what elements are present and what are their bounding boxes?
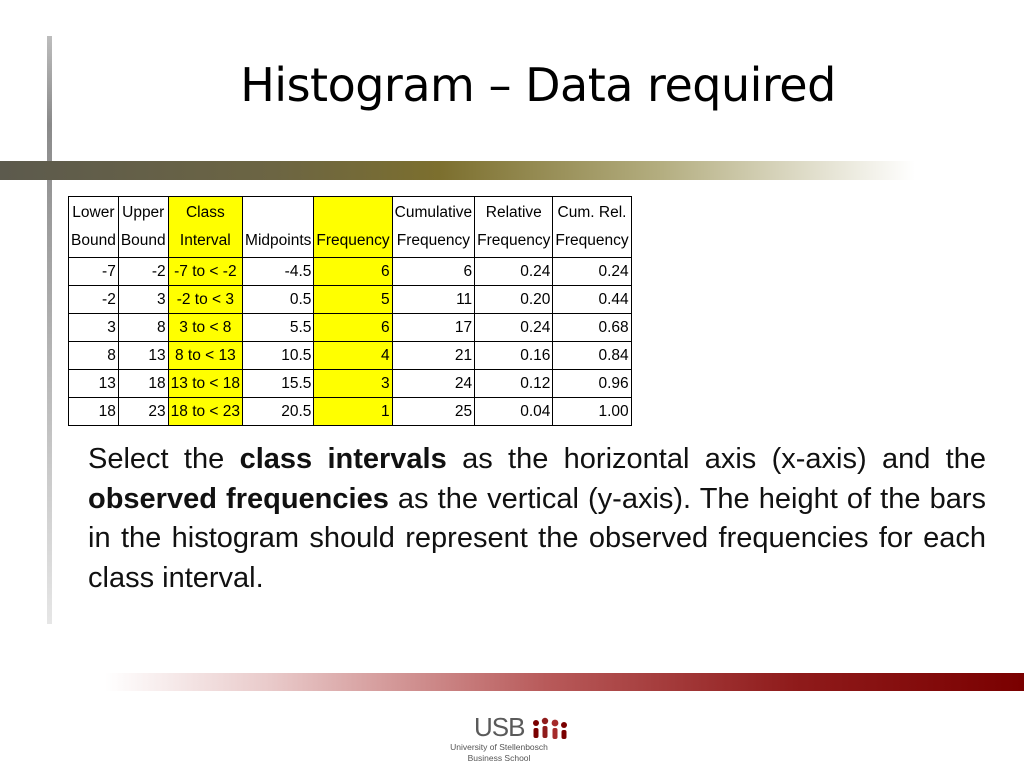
cell-relative-frequency: 0.16	[475, 342, 553, 370]
logo-dots-icon	[531, 717, 569, 741]
cell-frequency: 4	[314, 342, 392, 370]
cell-cumulative-frequency: 17	[392, 314, 475, 342]
cell-cumulative-frequency: 6	[392, 258, 475, 286]
cell-upper-bound: 13	[118, 342, 168, 370]
paragraph-bold-observed-frequencies: observed frequencies	[88, 482, 389, 515]
cell-cumulative-frequency: 11	[392, 286, 475, 314]
header-frequency: Frequency	[314, 197, 392, 258]
logo-abbreviation: USB	[474, 712, 525, 742]
header-midpoints: Midpoints	[243, 197, 314, 258]
cell-frequency: 5	[314, 286, 392, 314]
table-row	[69, 370, 632, 398]
cell-frequency: 6	[314, 314, 392, 342]
cell-relative-frequency: 0.24	[475, 314, 553, 342]
cell-class-interval: 13 to < 18	[168, 370, 242, 398]
cell-upper-bound: -2	[118, 258, 168, 286]
cell-relative-frequency: 0.12	[475, 370, 553, 398]
cell-upper-bound: 8	[118, 314, 168, 342]
title-divider-bar	[0, 161, 915, 180]
cell-upper-bound: 18	[118, 370, 168, 398]
cell-cum-rel-frequency: 0.44	[553, 286, 631, 314]
cell-cum-rel-frequency: 0.84	[553, 342, 631, 370]
paragraph-text-3: as the vertical (y-axis). The height of the bars in the histogram should represent the observed frequencies for each class interval.	[88, 482, 986, 594]
header-relative-frequency: Relative Frequency	[475, 197, 553, 258]
cell-class-interval: -2 to < 3	[168, 286, 242, 314]
table-row	[69, 398, 632, 426]
cell-midpoint: -4.5	[243, 258, 314, 286]
cell-frequency: 6	[314, 258, 392, 286]
cell-relative-frequency: 0.04	[475, 398, 553, 426]
table-row	[69, 342, 632, 370]
logo-school-line: Business School	[467, 753, 531, 763]
cell-upper-bound: 23	[118, 398, 168, 426]
header-cum-rel-frequency: Cum. Rel. Frequency	[553, 197, 631, 258]
instruction-paragraph	[88, 440, 986, 598]
cell-midpoint: 15.5	[243, 370, 314, 398]
cell-lower-bound: 18	[69, 398, 119, 426]
cell-frequency: 1	[314, 398, 392, 426]
table-row	[69, 286, 632, 314]
cell-lower-bound: 8	[69, 342, 119, 370]
cell-cum-rel-frequency: 0.68	[553, 314, 631, 342]
cell-cumulative-frequency: 24	[392, 370, 475, 398]
cell-cumulative-frequency: 25	[392, 398, 475, 426]
cell-cum-rel-frequency: 1.00	[553, 398, 631, 426]
cell-cum-rel-frequency: 0.24	[553, 258, 631, 286]
frequency-table	[68, 196, 632, 426]
cell-relative-frequency: 0.20	[475, 286, 553, 314]
cell-lower-bound: 13	[69, 370, 119, 398]
footer-divider-bar	[105, 673, 1024, 691]
paragraph-text-2: as the horizontal axis (x-axis) and the	[446, 443, 986, 475]
cell-class-interval: 3 to < 8	[168, 314, 242, 342]
paragraph-bold-class-intervals: class intervals	[239, 443, 447, 475]
cell-frequency: 3	[314, 370, 392, 398]
cell-relative-frequency: 0.24	[475, 258, 553, 286]
cell-lower-bound: -2	[69, 286, 119, 314]
cell-class-interval: 18 to < 23	[168, 398, 242, 426]
header-upper-bound: Upper Bound	[118, 197, 168, 258]
logo-university-line: University of Stellenbosch	[450, 742, 548, 752]
cell-cum-rel-frequency: 0.96	[553, 370, 631, 398]
cell-class-interval: 8 to < 13	[168, 342, 242, 370]
cell-midpoint: 0.5	[243, 286, 314, 314]
left-vertical-rule	[47, 36, 52, 624]
table-row	[69, 314, 632, 342]
cell-midpoint: 5.5	[243, 314, 314, 342]
cell-midpoint: 20.5	[243, 398, 314, 426]
cell-midpoint: 10.5	[243, 342, 314, 370]
header-cumulative-frequency: Cumulative Frequency	[392, 197, 475, 258]
header-lower-bound: Lower Bound	[69, 197, 119, 258]
cell-cumulative-frequency: 21	[392, 342, 475, 370]
slide-title: Histogram – Data required	[240, 58, 836, 112]
cell-lower-bound: -7	[69, 258, 119, 286]
cell-lower-bound: 3	[69, 314, 119, 342]
table-header-row	[69, 197, 632, 258]
cell-upper-bound: 3	[118, 286, 168, 314]
table-row	[69, 258, 632, 286]
cell-class-interval: -7 to < -2	[168, 258, 242, 286]
header-class-interval: Class Interval	[168, 197, 242, 258]
paragraph-text-1: Select the	[88, 443, 240, 475]
usb-logo	[424, 712, 574, 764]
